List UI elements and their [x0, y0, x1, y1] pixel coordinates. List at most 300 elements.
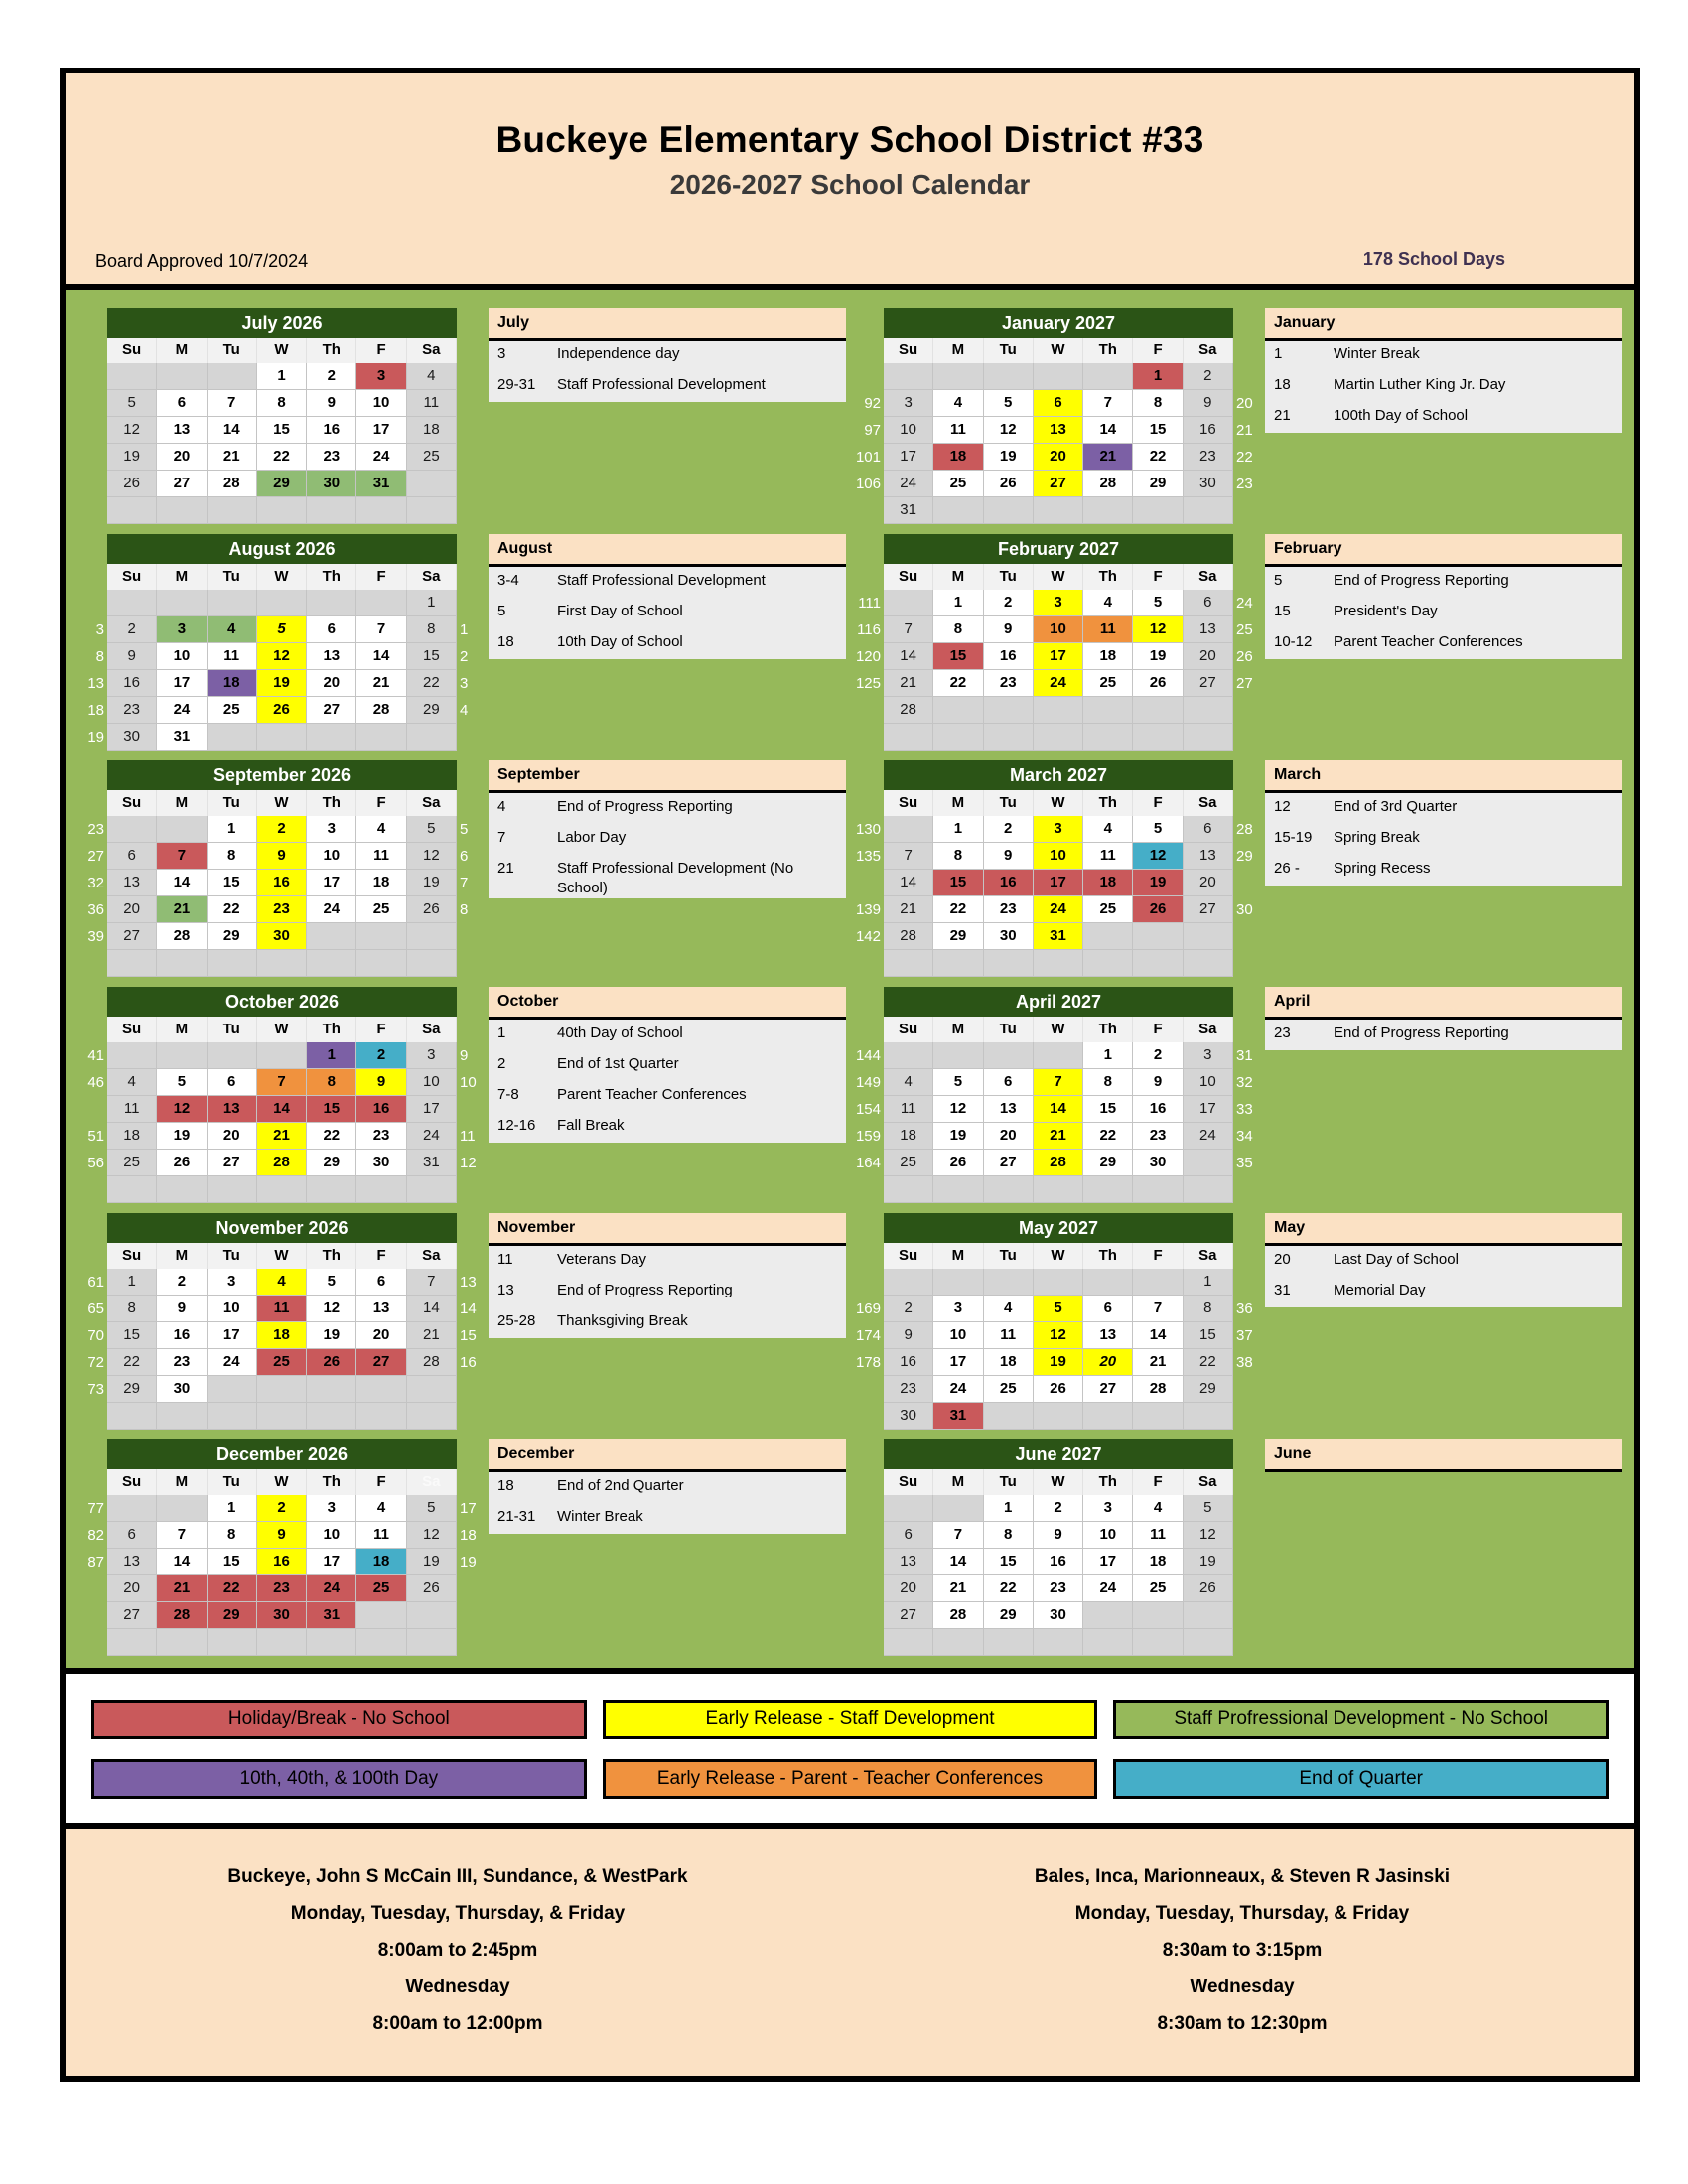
school-day-count: 56	[87, 1155, 104, 1171]
note-date: 21	[1274, 407, 1291, 424]
day-cell: 14	[933, 1549, 983, 1575]
day-cell	[257, 1629, 307, 1656]
note-item	[489, 1472, 846, 1503]
note-text: End of Progress Reporting	[557, 1282, 733, 1298]
school-day-count: 77	[87, 1500, 104, 1517]
day-cell: 16	[984, 643, 1034, 670]
school-day-count: 18	[87, 702, 104, 719]
day-cell: 31	[1034, 923, 1083, 950]
month-grid-february-2027	[884, 534, 1233, 751]
month-block-december-2026	[77, 1439, 846, 1656]
day-cell: 7	[884, 843, 933, 870]
school-day-count	[854, 1575, 884, 1602]
day-cell	[208, 363, 257, 390]
weekday-label: Su	[107, 1017, 157, 1042]
day-cell	[1133, 1176, 1183, 1203]
day-cell: 8	[1184, 1296, 1233, 1322]
day-cell: 13	[1184, 843, 1233, 870]
day-cell: 15	[208, 870, 257, 896]
school-day-count: 9	[460, 1047, 469, 1064]
weekday-header-row	[107, 338, 457, 363]
weekday-label: Tu	[984, 1017, 1034, 1042]
day-cell: 16	[257, 1549, 307, 1575]
day-cell: 16	[1034, 1549, 1083, 1575]
day-cell: 29	[208, 923, 257, 950]
day-cell	[257, 1403, 307, 1430]
note-date: 29-31	[497, 376, 536, 393]
day-cell: 29	[107, 1376, 157, 1403]
day-cell	[884, 363, 933, 390]
day-cell	[307, 497, 356, 524]
day-cell: 27	[356, 1349, 406, 1376]
school-day-count: 29	[1236, 848, 1253, 865]
day-cell: 19	[984, 444, 1034, 471]
note-date: 3	[497, 345, 506, 362]
month-grid-july-2026	[107, 308, 457, 524]
day-cell: 26	[257, 697, 307, 724]
day-cell: 3	[1034, 590, 1083, 616]
day-cell: 28	[933, 1602, 983, 1629]
day-cell: 3	[157, 616, 207, 643]
day-cell: 18	[356, 870, 406, 896]
day-cell	[933, 697, 983, 724]
weekday-label: F	[356, 1017, 406, 1042]
school-day-count: 101	[855, 449, 881, 466]
school-day-count	[1233, 697, 1263, 724]
day-cell	[157, 363, 207, 390]
day-cell: 30	[1133, 1150, 1183, 1176]
school-day-count: 12	[460, 1155, 477, 1171]
day-cell: 17	[933, 1349, 983, 1376]
day-cell: 24	[307, 896, 356, 923]
note-item	[1265, 1246, 1622, 1277]
month-notes-august-2026	[489, 534, 846, 751]
school-day-count: 19	[460, 1554, 477, 1570]
day-cell: 8	[1133, 390, 1183, 417]
note-date: 5	[1274, 572, 1283, 589]
day-cell: 26	[157, 1150, 207, 1176]
day-cell: 24	[157, 697, 207, 724]
note-text: Parent Teacher Conferences	[1334, 633, 1523, 650]
day-cell: 1	[208, 816, 257, 843]
note-date: 23	[1274, 1024, 1291, 1041]
school-day-count: 32	[87, 875, 104, 891]
school-day-count	[1233, 1522, 1263, 1549]
day-cell	[157, 1176, 207, 1203]
school-day-count	[854, 1495, 884, 1522]
day-cell	[356, 1376, 406, 1403]
day-count-gutter-right	[1233, 760, 1263, 977]
weekday-label: M	[933, 1243, 983, 1269]
day-cell: 26	[1133, 896, 1183, 923]
day-cell: 15	[307, 1096, 356, 1123]
school-day-count: 39	[87, 928, 104, 945]
school-day-count: 19	[87, 729, 104, 746]
day-cell: 27	[107, 923, 157, 950]
weekday-label: M	[157, 1243, 207, 1269]
day-cell	[984, 697, 1034, 724]
day-cell: 13	[1184, 616, 1233, 643]
day-cell	[1034, 1042, 1083, 1069]
day-cell	[933, 1629, 983, 1656]
school-day-count: 23	[1236, 476, 1253, 492]
school-day-count	[854, 697, 884, 724]
note-item	[1265, 567, 1622, 598]
day-cell: 13	[356, 1296, 406, 1322]
day-cell: 13	[984, 1096, 1034, 1123]
month-title: September 2026	[107, 760, 457, 790]
day-cell: 1	[257, 363, 307, 390]
day-cell: 27	[157, 471, 207, 497]
day-cell: 9	[107, 643, 157, 670]
day-cell: 21	[884, 670, 933, 697]
day-cell	[1034, 1403, 1083, 1430]
weekday-header-row	[107, 1243, 457, 1269]
month-grid-november-2026	[107, 1213, 457, 1430]
school-day-count	[1233, 1495, 1263, 1522]
notes-header: November	[489, 1213, 846, 1246]
day-cell: 2	[356, 1042, 406, 1069]
day-cell: 28	[257, 1150, 307, 1176]
day-cell	[208, 1403, 257, 1430]
weekday-label: W	[1034, 338, 1083, 363]
school-day-count: 13	[460, 1274, 477, 1291]
day-cell: 26	[107, 471, 157, 497]
note-date: 20	[1274, 1251, 1291, 1268]
school-day-count: 2	[460, 648, 469, 665]
day-count-gutter-right	[457, 1439, 487, 1656]
note-item	[489, 628, 846, 659]
weekday-label: Sa	[407, 564, 457, 590]
day-cell: 11	[208, 643, 257, 670]
day-cell	[984, 1629, 1034, 1656]
school-day-count	[1233, 1376, 1263, 1403]
day-cell: 6	[1083, 1296, 1133, 1322]
day-cell: 12	[157, 1096, 207, 1123]
day-cell: 25	[1083, 896, 1133, 923]
note-text: 100th Day of School	[1334, 407, 1469, 424]
day-cell: 1	[933, 816, 983, 843]
day-cell: 29	[1184, 1376, 1233, 1403]
day-grid	[107, 590, 457, 751]
day-cell: 6	[1184, 816, 1233, 843]
day-cell: 21	[1034, 1123, 1083, 1150]
school-day-count: 144	[855, 1047, 881, 1064]
day-cell	[407, 923, 457, 950]
note-date: 26 -	[1274, 860, 1300, 877]
month-title: January 2027	[884, 308, 1233, 338]
day-cell: 11	[933, 417, 983, 444]
legend-row	[91, 1759, 1609, 1799]
school-day-count	[77, 1629, 107, 1656]
note-date: 4	[497, 798, 506, 815]
school-day-count: 14	[460, 1300, 477, 1317]
day-cell	[257, 1042, 307, 1069]
weekday-label: Th	[307, 338, 356, 363]
day-cell: 7	[1133, 1296, 1183, 1322]
month-notes-june-2027	[1265, 1439, 1622, 1656]
weekday-label: F	[1133, 338, 1183, 363]
weekday-label: W	[257, 564, 307, 590]
day-grid	[884, 816, 1233, 977]
school-day-count: 20	[1236, 395, 1253, 412]
note-text: President's Day	[1334, 603, 1438, 619]
schedule-line: 8:30am to 12:30pm	[1157, 2013, 1328, 2034]
month-block-january-2027	[854, 308, 1622, 524]
day-cell: 28	[157, 923, 207, 950]
weekday-label: Th	[1083, 1243, 1133, 1269]
day-cell	[407, 1376, 457, 1403]
school-day-count: 22	[1236, 449, 1253, 466]
weekday-label: Th	[1083, 1017, 1133, 1042]
weekday-label: W	[257, 790, 307, 816]
school-day-count: 23	[87, 821, 104, 838]
day-cell	[257, 1376, 307, 1403]
day-cell: 9	[1034, 1522, 1083, 1549]
day-cell	[1184, 1150, 1233, 1176]
month-block-november-2026	[77, 1213, 846, 1430]
month-title: July 2026	[107, 308, 457, 338]
school-day-count	[1233, 870, 1263, 896]
day-cell	[984, 1176, 1034, 1203]
weekday-label: W	[1034, 1017, 1083, 1042]
day-cell: 10	[1184, 1069, 1233, 1096]
day-cell	[884, 1042, 933, 1069]
day-cell: 11	[884, 1096, 933, 1123]
day-cell: 17	[1184, 1096, 1233, 1123]
day-cell: 17	[1034, 643, 1083, 670]
school-day-count	[1233, 497, 1263, 524]
day-cell: 24	[307, 1575, 356, 1602]
day-cell: 10	[307, 1522, 356, 1549]
day-cell	[356, 1176, 406, 1203]
day-cell: 28	[356, 697, 406, 724]
schedule-line: 8:30am to 3:15pm	[1162, 1940, 1323, 1961]
day-cell: 11	[1083, 843, 1133, 870]
day-cell	[1133, 923, 1183, 950]
school-day-count: 169	[855, 1300, 881, 1317]
note-date: 18	[497, 633, 514, 650]
day-cell: 16	[1184, 417, 1233, 444]
day-cell: 20	[107, 1575, 157, 1602]
day-cell	[933, 724, 983, 751]
day-count-gutter-right	[457, 760, 487, 977]
school-day-count: 15	[460, 1327, 477, 1344]
day-cell: 8	[307, 1069, 356, 1096]
note-item	[489, 793, 846, 824]
weekday-label: W	[1034, 564, 1083, 590]
legend-item: Early Release - Staff Development	[603, 1700, 1098, 1739]
day-cell: 10	[307, 843, 356, 870]
day-cell: 23	[1133, 1123, 1183, 1150]
note-date: 15	[1274, 603, 1291, 619]
school-day-count	[457, 1629, 487, 1656]
day-cell: 2	[1034, 1495, 1083, 1522]
weekday-label: Su	[107, 790, 157, 816]
day-cell: 16	[984, 870, 1034, 896]
weekday-label: Su	[107, 1469, 157, 1495]
day-cell: 21	[356, 670, 406, 697]
notes-header: May	[1265, 1213, 1622, 1246]
day-cell	[1184, 923, 1233, 950]
note-text: Labor Day	[557, 829, 627, 846]
weekday-label: W	[257, 1017, 307, 1042]
day-cell	[356, 590, 406, 616]
weekday-label: M	[933, 564, 983, 590]
day-cell: 13	[157, 417, 207, 444]
day-count-gutter-right	[457, 534, 487, 751]
day-cell	[884, 816, 933, 843]
day-count-gutter-right	[1233, 308, 1263, 524]
day-cell: 12	[1133, 616, 1183, 643]
day-cell: 19	[157, 1123, 207, 1150]
day-cell	[208, 1376, 257, 1403]
day-cell: 13	[107, 870, 157, 896]
month-notes-january-2027	[1265, 308, 1622, 524]
day-cell: 26	[1034, 1376, 1083, 1403]
day-cell: 3	[407, 1042, 457, 1069]
day-cell	[356, 497, 406, 524]
month-notes-february-2027	[1265, 534, 1622, 751]
weekday-label: M	[933, 1469, 983, 1495]
day-cell: 28	[884, 697, 933, 724]
school-day-count	[77, 950, 107, 977]
school-day-count: 24	[1236, 595, 1253, 612]
day-cell: 31	[407, 1150, 457, 1176]
weekday-label: Th	[307, 1243, 356, 1269]
day-cell: 19	[1184, 1549, 1233, 1575]
weekday-label: Tu	[208, 790, 257, 816]
notes-header: June	[1265, 1439, 1622, 1472]
school-day-count: 1	[460, 621, 469, 638]
school-day-count: 36	[87, 901, 104, 918]
school-day-count: 139	[855, 901, 881, 918]
day-cell: 1	[307, 1042, 356, 1069]
day-cell: 22	[208, 1575, 257, 1602]
day-cell: 6	[107, 843, 157, 870]
school-day-count: 130	[855, 821, 881, 838]
day-cell: 23	[257, 896, 307, 923]
day-cell: 4	[984, 1296, 1034, 1322]
day-cell	[933, 1176, 983, 1203]
school-day-count: 106	[855, 476, 881, 492]
day-grid	[884, 1269, 1233, 1430]
day-cell: 4	[1133, 1495, 1183, 1522]
weekday-label: F	[1133, 1469, 1183, 1495]
day-cell: 10	[208, 1296, 257, 1322]
weekday-label: Th	[307, 1017, 356, 1042]
month-grid-june-2027	[884, 1439, 1233, 1656]
school-day-count	[854, 870, 884, 896]
weekday-label: Su	[884, 1469, 933, 1495]
day-cell	[157, 950, 207, 977]
day-cell: 23	[157, 1349, 207, 1376]
day-cell	[1133, 497, 1183, 524]
legend-item: Holiday/Break - No School	[91, 1700, 587, 1739]
month-title: August 2026	[107, 534, 457, 564]
school-day-count	[1233, 724, 1263, 751]
note-text: Thanksgiving Break	[557, 1312, 688, 1329]
weekday-label: Su	[107, 1243, 157, 1269]
day-cell: 12	[1034, 1322, 1083, 1349]
day-cell: 23	[356, 1123, 406, 1150]
day-cell: 18	[107, 1123, 157, 1150]
day-cell: 28	[1034, 1150, 1083, 1176]
day-cell	[307, 724, 356, 751]
weekday-label: W	[257, 338, 307, 363]
weekday-label: M	[157, 1469, 207, 1495]
notes-header: January	[1265, 308, 1622, 341]
day-cell: 20	[984, 1123, 1034, 1150]
day-cell: 5	[1133, 816, 1183, 843]
school-day-count: 142	[855, 928, 881, 945]
day-cell: 8	[107, 1296, 157, 1322]
school-day-count	[77, 1096, 107, 1123]
day-cell: 27	[984, 1150, 1034, 1176]
day-cell: 3	[307, 816, 356, 843]
day-cell: 27	[307, 697, 356, 724]
day-cell: 19	[407, 870, 457, 896]
note-date: 10-12	[1274, 633, 1313, 650]
day-cell: 12	[1184, 1522, 1233, 1549]
district-title: Buckeye Elementary School District #33	[495, 119, 1204, 160]
day-cell: 9	[257, 1522, 307, 1549]
schools-schedule-footer	[66, 1829, 1634, 2076]
day-cell: 13	[107, 1549, 157, 1575]
month-grid-january-2027	[884, 308, 1233, 524]
day-cell: 13	[1034, 417, 1083, 444]
weekday-label: F	[1133, 1243, 1183, 1269]
day-cell: 5	[1184, 1495, 1233, 1522]
day-cell: 17	[157, 670, 207, 697]
day-cell	[1133, 724, 1183, 751]
day-cell: 16	[257, 870, 307, 896]
day-cell: 24	[208, 1349, 257, 1376]
month-block-august-2026	[77, 534, 846, 751]
month-grid-october-2026	[107, 987, 457, 1203]
school-day-count: 97	[864, 422, 881, 439]
day-cell: 22	[1133, 444, 1183, 471]
day-cell: 31	[884, 497, 933, 524]
note-date: 12	[1274, 798, 1291, 815]
day-cell: 18	[1133, 1549, 1183, 1575]
day-cell: 14	[257, 1096, 307, 1123]
day-cell	[307, 1403, 356, 1430]
note-date: 18	[1274, 376, 1291, 393]
day-cell: 26	[407, 1575, 457, 1602]
day-cell: 20	[107, 896, 157, 923]
note-date: 12-16	[497, 1117, 536, 1134]
day-cell	[107, 1176, 157, 1203]
day-cell: 22	[257, 444, 307, 471]
calendar-subtitle: 2026-2027 School Calendar	[669, 169, 1031, 200]
day-cell: 18	[257, 1322, 307, 1349]
day-cell	[407, 471, 457, 497]
day-cell: 11	[257, 1296, 307, 1322]
day-cell: 30	[984, 923, 1034, 950]
day-cell: 10	[157, 643, 207, 670]
day-cell: 20	[356, 1322, 406, 1349]
notes-header: December	[489, 1439, 846, 1472]
school-day-count	[77, 444, 107, 471]
school-day-count: 4	[460, 702, 469, 719]
school-day-count	[457, 390, 487, 417]
weekday-label: M	[157, 1017, 207, 1042]
day-cell: 16	[884, 1349, 933, 1376]
day-grid	[884, 1042, 1233, 1203]
month-title: February 2027	[884, 534, 1233, 564]
months-grid	[77, 308, 1622, 1666]
